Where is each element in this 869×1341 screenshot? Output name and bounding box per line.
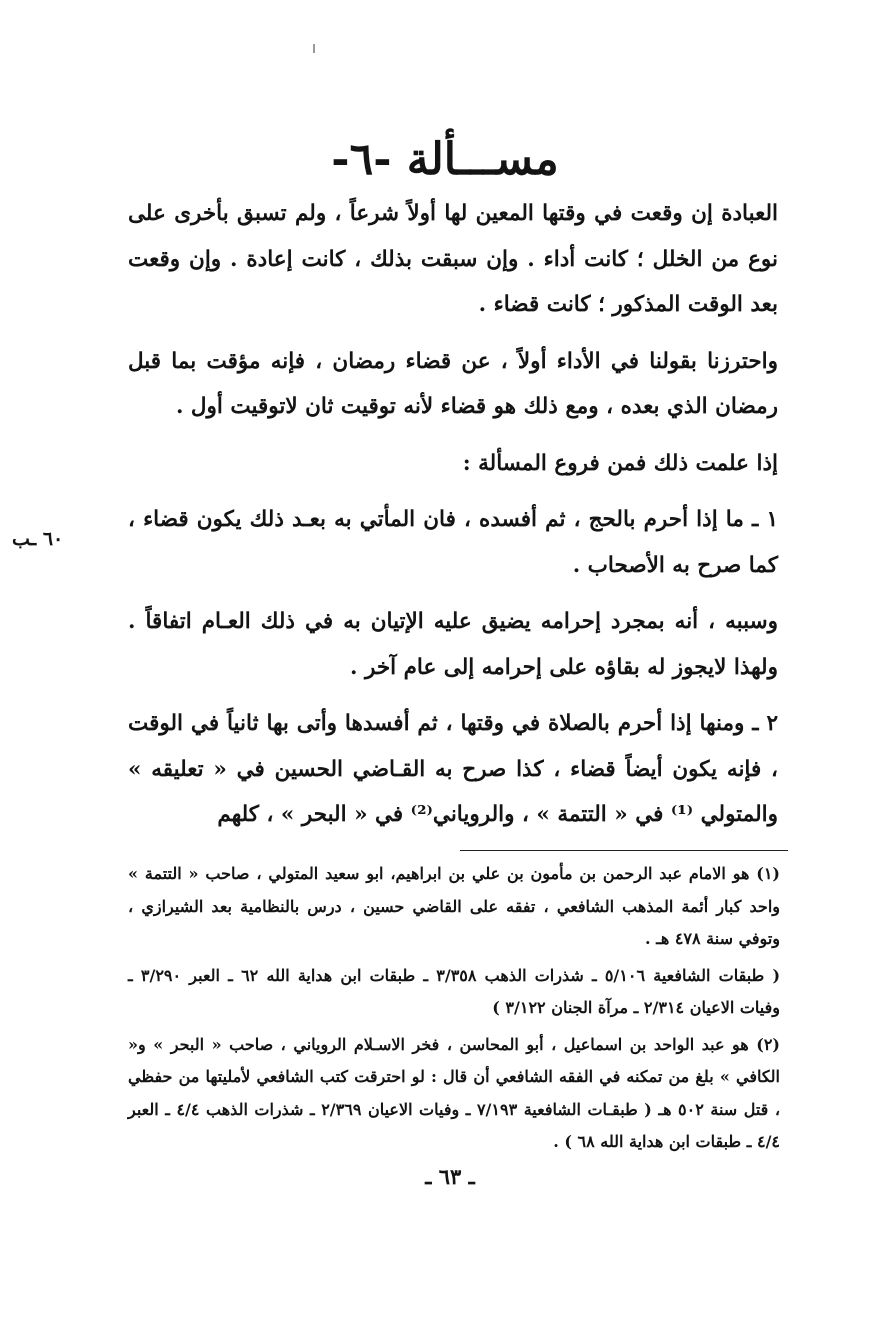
footnotes	[128, 858, 780, 1163]
footnote: (١) هو الامام عبد الرحمن بن مأمون بن علي بن ابراهيم، ابو سعيد المتولي ، صاحب « التتمة » واحد كبار أئمة المذهب الشافعي ، تفقه على القاضي حسين ، درس بالنظامية بعد الشيرازي ، وتوفي سنة ٤٧٨ هـ .	[128, 864, 780, 948]
main-text	[128, 191, 778, 838]
paragraph: واحترزنا بقولنا في الأداء أولاً ، عن قضاء رمضان ، فإنه مؤقت بما قبل رمضان الذي بعده ، ومع ذلك هو قضاء لأنه توقيت ثان لاتوقيت أول .	[128, 348, 778, 419]
footnote-references: ( طبقات الشافعية ٥/١٠٦ ـ شذرات الذهب ٣/٣٥٨ ـ طبقات ابن هداية الله ٦٢ ـ العبر ٣/٢٩٠ ـ وفيات الاعيان ٢/٣١٤ ـ مرآة الجنان ٣/١٢٢ )	[128, 965, 781, 1017]
footnote: (٢) هو عبد الواحد بن اسماعيل ، أبو المحاسن ، فخر الاسـلام الروياني ، صاحب « البحر » و« الكافي » بلغ من تمكنه في الفقه الشافعي أن قال : لو احترقت كتب الشافعي لأمليتها من حفظي ، قتل سنة ٥٠٢ هـ ( طبقـات الشافعية ٧/١٩٣ ـ وفيات الاعيان ٢/٣٦٩ ـ شذرات الذهب ٤/٤ ـ العبر ٤/٤ ـ طبقات ابن هداية الله ٦٨ ) .	[128, 1034, 780, 1151]
paragraph: ٢ ـ ومنها إذا أحرم بالصلاة في وقتها ، ثم أفسدها وأتى بها ثانياً في الوقت ، فإنه يكون أيضاً قضاء ، كذا صرح به القـاضي الحسين في « تعليقه » والمتولي ⁽¹⁾ في « التتمة » ، والروياني⁽²⁾ في « البحر » ، كلهم	[128, 711, 778, 827]
paragraph: العبادة إن وقعت في وقتها المعين لها أولاً شرعاً ، ولم تسبق بأخرى على نوع من الخلل ؛ كانت أداء . وإن سبقت بذلك ، كانت إعادة . وإن وقعت بعد الوقت المذكور ؛ كانت قضاء .	[128, 201, 778, 317]
paragraph: وسببه ، أنه بمجرد إحرامه يضيق عليه الإتيان به في ذلك العـام اتفاقاً . ولهذا لايجوز له بقاؤه على إحرامه إلى عام آخر .	[128, 609, 778, 680]
manuscript-folio-note: ٦٠ ـب	[12, 528, 64, 550]
page-number: ـ ٦٣ ـ	[425, 1164, 475, 1189]
issue-title: مســـألة -٦-	[331, 134, 559, 185]
paragraph: إذا علمت ذلك فمن فروع المسألة :	[462, 450, 778, 476]
scan-speck	[313, 44, 315, 53]
paragraph: ١ ـ ما إذا أحرم بالحج ، ثم أفسده ، فان المأتي به بعـد ذلك يكون قضاء ، كما صرح به الأصحاب .	[128, 507, 778, 578]
footnote-separator	[460, 850, 788, 851]
